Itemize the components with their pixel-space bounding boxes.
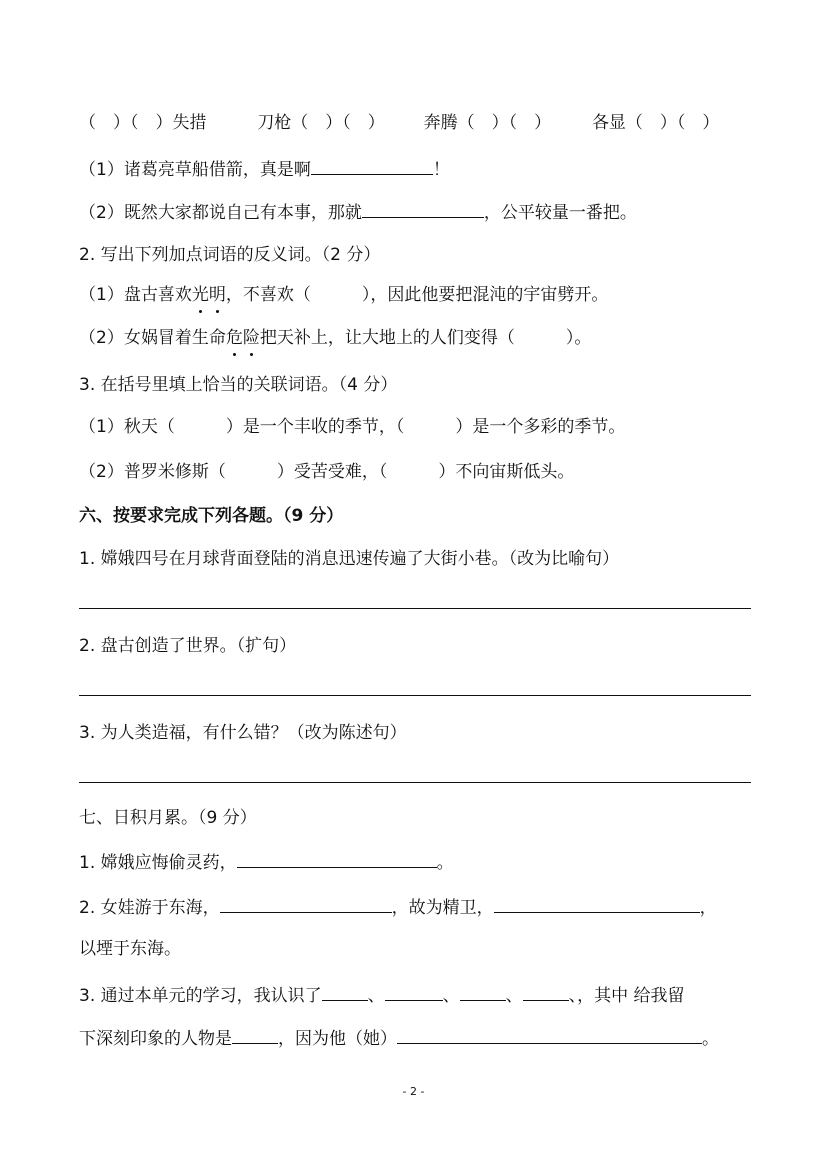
question-title: 2. 写出下列加点词语的反义词。（2 分）: [79, 245, 381, 265]
idiom-1: （ ）（ ）失措: [79, 113, 207, 133]
rewrite-question-1: 1. 嫦娥四号在月球背面登陆的消息迅速传遍了大街小巷。（改为比喻句）: [79, 549, 620, 569]
unit-review-line-1: 3. 通过本单元的学习，我认识了 、 、 、 、，其中 给我留: [79, 982, 685, 1008]
fill-blank[interactable]: [362, 199, 484, 218]
dotted-char: 危: [225, 328, 243, 348]
fill-blank[interactable]: [220, 894, 392, 913]
page-number: - 2 -: [402, 1085, 425, 1098]
fill-blank[interactable]: [232, 1025, 278, 1044]
question-title: 3. 在括号里填上恰当的关联词语。（4 分）: [79, 375, 398, 395]
fill-blank[interactable]: [311, 156, 433, 175]
dotted-char: 明: [208, 285, 226, 305]
fill-blank[interactable]: [322, 982, 368, 1001]
fill-blank[interactable]: [460, 982, 506, 1001]
antonym-item-1: （1）盘古喜欢光明，不喜欢（ ），因此他要把混沌的宇宙劈开。: [79, 285, 609, 305]
sentence-1: （1）诸葛亮草船借箭，真是啊 ！: [79, 156, 450, 182]
rewrite-question-3: 3. 为人类造福，有什么错？（改为陈述句）: [79, 723, 407, 743]
conjunction-item-2: （2）普罗米修斯（ ）受苦受难，（ ）不向宙斯低头。: [79, 462, 575, 482]
unit-review-line-2: 下深刻印象的人物是 ，因为他（她） 。: [79, 1025, 719, 1051]
fill-blank[interactable]: [397, 1025, 702, 1044]
idiom-row: [79, 111, 751, 135]
conjunction-item-1: （1）秋天（ ）是一个丰收的季节，（ ）是一个多彩的季节。: [79, 417, 626, 437]
dotted-char: 险: [242, 328, 260, 348]
fill-blank[interactable]: [237, 849, 437, 868]
poem-line-1: 1. 嫦娥应悔偷灵药， 。: [79, 849, 454, 875]
answer-line[interactable]: [79, 782, 751, 783]
answer-line[interactable]: [79, 695, 751, 696]
fill-blank[interactable]: [385, 982, 443, 1001]
rewrite-question-2: 2. 盘古创造了世界。（扩句）: [79, 636, 297, 656]
answer-line[interactable]: [79, 608, 751, 609]
fill-blank[interactable]: [494, 894, 700, 913]
section-heading: 六、按要求完成下列各题。（9 分）: [79, 506, 344, 526]
classical-line: 2. 女娃游于东海， ，故为精卫， ，: [79, 894, 717, 920]
idiom-4: 各显（ ）（ ）: [591, 113, 720, 133]
idiom-3: 奔腾（ ）（ ）: [423, 113, 552, 133]
antonym-item-2: （2）女娲冒着生命危险把天补上，让大地上的人们变得（ ）。: [79, 328, 592, 348]
classical-line-cont: 以堙于东海。: [79, 939, 181, 959]
section-heading: 七、日积月累。（9 分）: [79, 808, 257, 828]
fill-blank[interactable]: [523, 982, 569, 1001]
idiom-2: 刀枪（ ）（ ）: [257, 113, 385, 133]
sentence-2: （2）既然大家都说自己有本事，那就 ，公平较量一番把。: [79, 199, 637, 225]
dotted-char: 光: [191, 285, 209, 305]
